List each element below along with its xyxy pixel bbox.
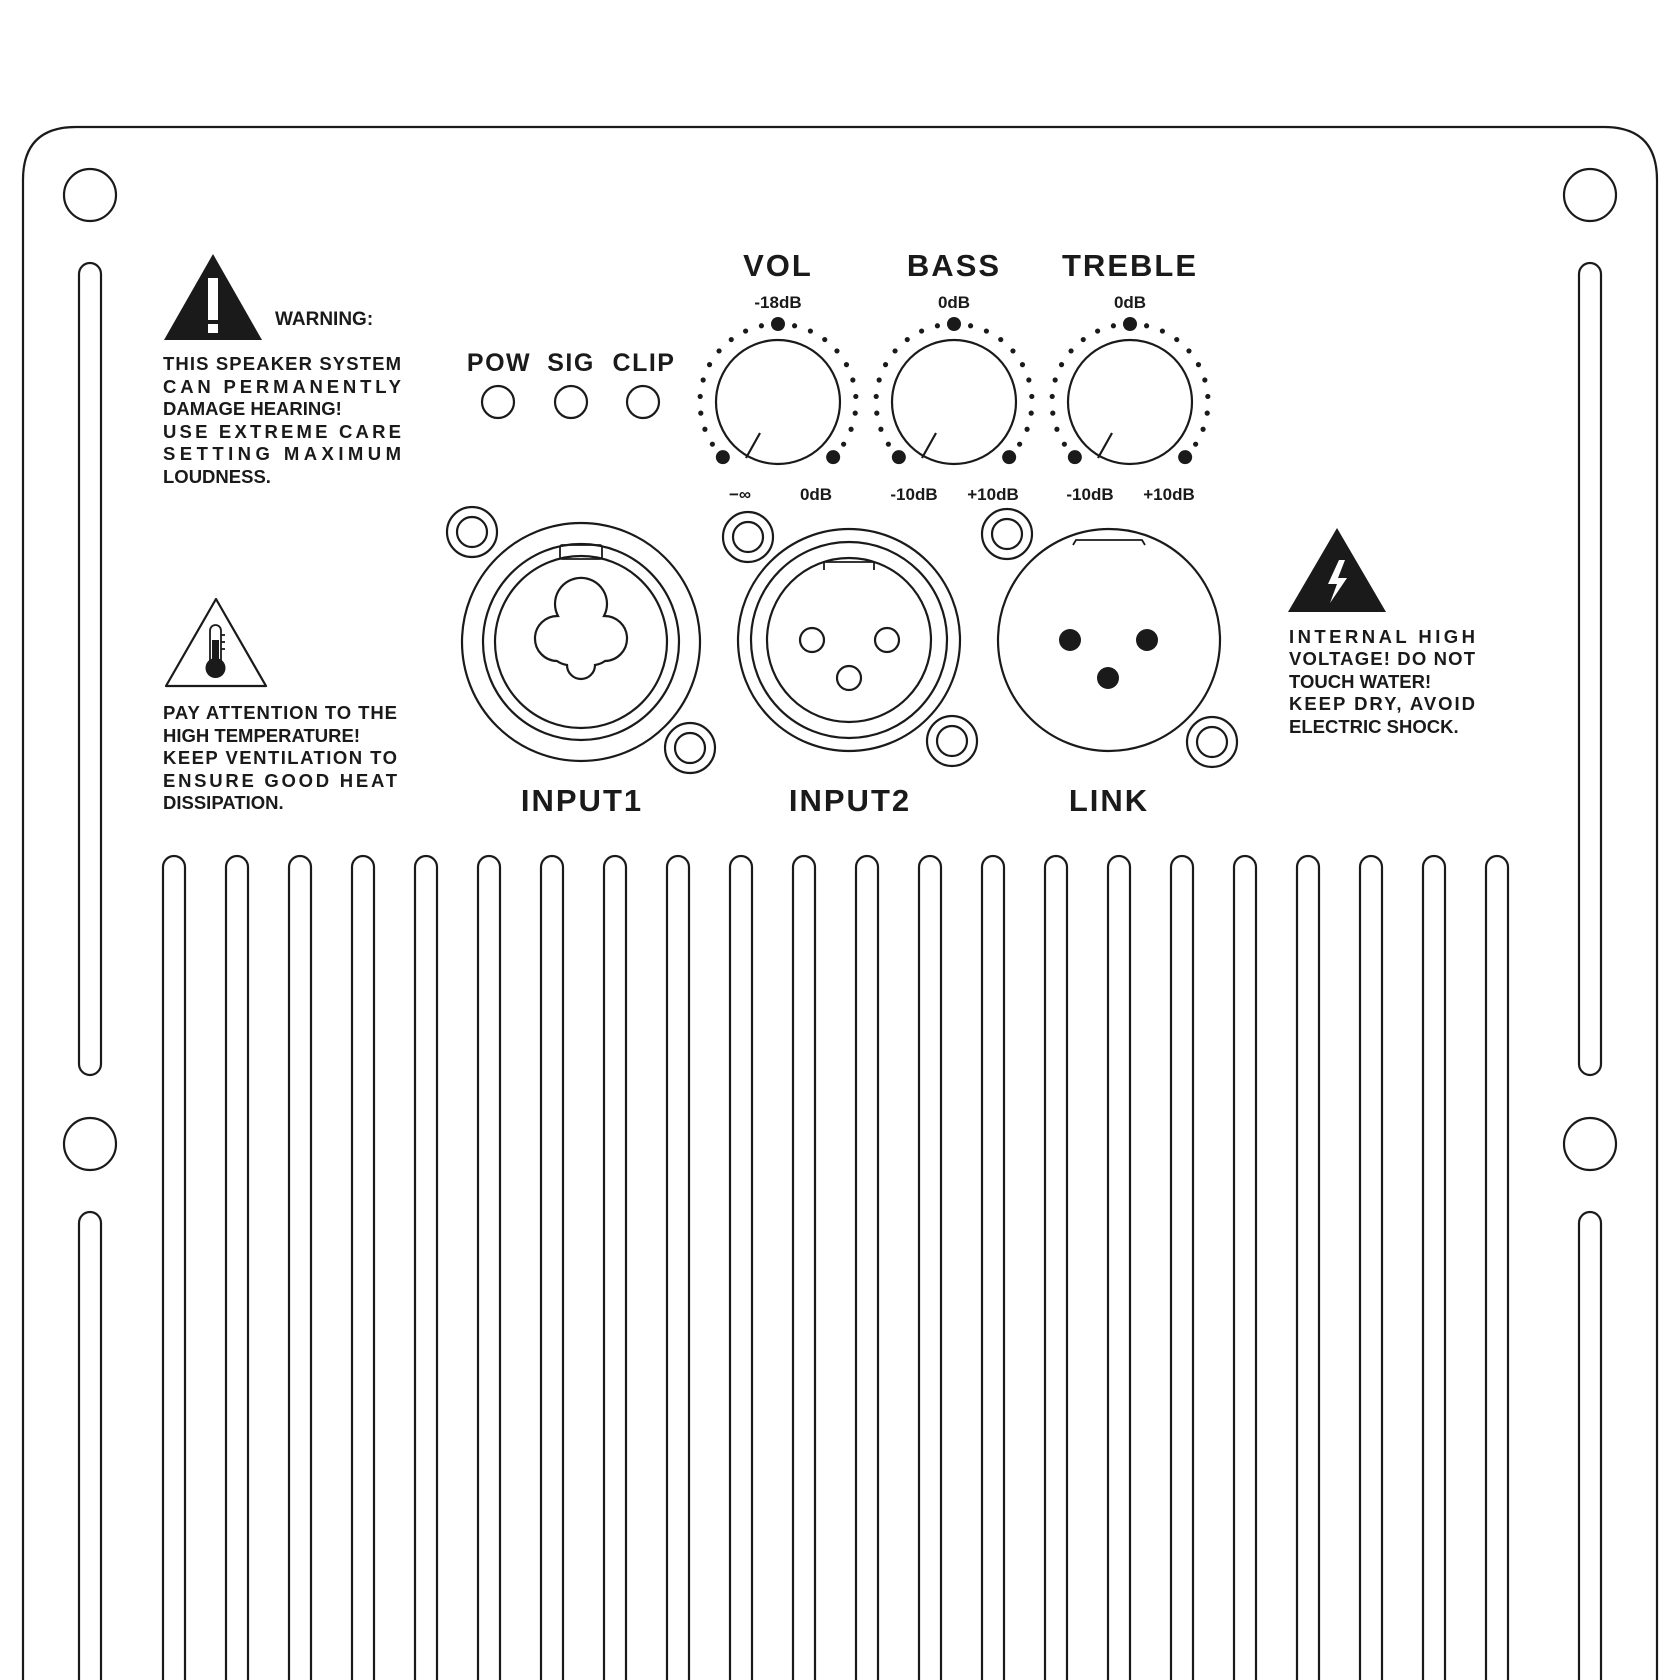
scale-marker <box>716 450 730 464</box>
knob-label: VOL <box>743 248 813 283</box>
heatsink-fin <box>856 856 878 1680</box>
screw-hole <box>733 522 763 552</box>
temperature-warning-line: DISSIPATION. <box>163 792 284 813</box>
scale-dot <box>1068 348 1073 353</box>
knob-scale-top: 0dB <box>1113 293 1147 312</box>
knob-treble[interactable] <box>1050 248 1211 504</box>
knob-body[interactable] <box>892 340 1016 464</box>
scale-dot <box>848 427 853 432</box>
led-lamp <box>482 386 514 418</box>
heatsink-fin <box>541 856 563 1680</box>
heatsink-fin <box>1171 856 1193 1680</box>
connector-ring <box>767 558 931 722</box>
scale-dot <box>1174 337 1179 342</box>
temperature-warning <box>163 599 398 813</box>
knob-scale-top: 0dB <box>937 293 971 312</box>
scale-dot <box>935 323 940 328</box>
heatsink-fin <box>1423 856 1445 1680</box>
led-lamp <box>627 386 659 418</box>
screw-hole <box>1197 727 1227 757</box>
scale-dot <box>729 337 734 342</box>
scale-marker <box>1068 450 1082 464</box>
scale-dot <box>707 362 712 367</box>
connector-latch <box>1073 540 1145 545</box>
knob-scale-left: −∞ <box>728 485 752 504</box>
scale-dot <box>968 323 973 328</box>
combo-socket[interactable] <box>535 578 627 679</box>
scale-dot <box>886 442 891 447</box>
connector-flange <box>998 529 1220 751</box>
screw-hole <box>982 509 1032 559</box>
exclamation-triangle-icon <box>164 254 262 340</box>
led-label: POW <box>466 349 532 377</box>
scale-dot <box>1160 328 1165 333</box>
knob-pointer <box>1098 433 1112 458</box>
xlr-pin-socket[interactable] <box>875 628 899 652</box>
knob-scale-right: +10dB <box>967 485 1019 504</box>
led-indicators <box>467 349 676 418</box>
scale-dot <box>850 377 855 382</box>
voltage-warning-line: INTERNAL HIGH <box>1289 626 1475 647</box>
connector-link[interactable] <box>982 509 1237 818</box>
thermometer-triangle-icon <box>166 599 266 686</box>
heatsink-fin <box>604 856 626 1680</box>
hearing-warning <box>163 254 402 487</box>
side-vent-slot <box>1579 263 1601 1075</box>
knob-body[interactable] <box>716 340 840 464</box>
scale-dot <box>1029 394 1034 399</box>
scale-marker <box>1002 450 1016 464</box>
hearing-warning-line: SETTING MAXIMUM <box>163 443 401 464</box>
heatsink-fin <box>730 856 752 1680</box>
xlr-pin[interactable] <box>1136 629 1158 651</box>
knob-pointer <box>922 433 936 458</box>
connector-label: INPUT2 <box>788 783 912 818</box>
side-vent-slot <box>79 263 101 1075</box>
scale-dot <box>792 323 797 328</box>
scale-marker <box>1123 317 1137 331</box>
scale-dot <box>1062 442 1067 447</box>
scale-dot <box>822 337 827 342</box>
voltage-warning <box>1288 528 1476 737</box>
heatsink-fin <box>478 856 500 1680</box>
screw-hole <box>457 517 487 547</box>
scale-dot <box>1024 427 1029 432</box>
scale-dot <box>1186 348 1191 353</box>
scale-dot <box>1050 411 1055 416</box>
scale-dot <box>1017 442 1022 447</box>
scale-dot <box>759 323 764 328</box>
knob-scale-left: -10dB <box>1066 485 1114 504</box>
knob-vol[interactable] <box>698 248 859 504</box>
scale-dot <box>844 362 849 367</box>
hearing-warning-line: THIS SPEAKER SYSTEM <box>163 353 401 374</box>
xlr-pin-socket[interactable] <box>800 628 824 652</box>
scale-dot <box>1081 337 1086 342</box>
voltage-warning-line: TOUCH WATER! <box>1289 671 1432 692</box>
heatsink-fin <box>415 856 437 1680</box>
hearing-warning-title: WARNING: <box>275 309 374 330</box>
temperature-warning-line: PAY ATTENTION TO THE <box>163 702 397 723</box>
scale-marker <box>947 317 961 331</box>
screw-hole <box>992 519 1022 549</box>
heatsink-fin <box>289 856 311 1680</box>
scale-dot <box>1050 394 1055 399</box>
xlr-pin[interactable] <box>1059 629 1081 651</box>
scale-marker <box>771 317 785 331</box>
scale-dot <box>874 394 879 399</box>
scale-dot <box>701 377 706 382</box>
scale-dot <box>1095 328 1100 333</box>
scale-dot <box>853 394 858 399</box>
led-lamp <box>555 386 587 418</box>
led-label: SIG <box>547 349 595 377</box>
screw-hole <box>723 512 773 562</box>
scale-dot <box>905 337 910 342</box>
led-pow <box>467 349 531 418</box>
mounting-hole <box>64 1118 116 1170</box>
heatsink-fin <box>352 856 374 1680</box>
scale-dot <box>984 328 989 333</box>
scale-dot <box>1205 394 1210 399</box>
voltage-warning-line: VOLTAGE! DO NOT <box>1289 648 1475 669</box>
knob-label: TREBLE <box>1062 248 1198 283</box>
knob-scale-top: -18dB <box>754 293 802 312</box>
scale-marker <box>1178 450 1192 464</box>
heatsink-fin <box>919 856 941 1680</box>
screw-hole <box>937 726 967 756</box>
side-vent-slot <box>79 1212 101 1680</box>
hearing-warning-line: LOUDNESS. <box>163 466 271 487</box>
connector-input2[interactable] <box>723 512 977 818</box>
scale-dot <box>1205 411 1210 416</box>
heatsink-fin <box>982 856 1004 1680</box>
scale-dot <box>877 377 882 382</box>
scale-dot <box>874 411 879 416</box>
scale-dot <box>1010 348 1015 353</box>
scale-dot <box>1111 323 1116 328</box>
scale-marker <box>826 450 840 464</box>
scale-dot <box>698 411 703 416</box>
heatsink-fin <box>163 856 185 1680</box>
side-vent-slot <box>1579 1212 1601 1680</box>
heatsink-fin <box>1234 856 1256 1680</box>
scale-dot <box>1200 427 1205 432</box>
scale-dot <box>1026 377 1031 382</box>
scale-dot <box>1202 377 1207 382</box>
scale-marker <box>892 450 906 464</box>
temperature-warning-line: HIGH TEMPERATURE! <box>163 725 360 746</box>
voltage-warning-line: ELECTRIC SHOCK. <box>1289 716 1459 737</box>
scale-dot <box>1020 362 1025 367</box>
heatsink-fin <box>1108 856 1130 1680</box>
screw-hole <box>665 723 715 773</box>
connector-ring <box>495 556 667 728</box>
scale-dot <box>698 394 703 399</box>
scale-dot <box>919 328 924 333</box>
scale-dot <box>841 442 846 447</box>
temperature-warning-line: ENSURE GOOD HEAT <box>163 770 397 791</box>
screw-hole <box>447 507 497 557</box>
scale-dot <box>743 328 748 333</box>
hearing-warning-line: USE EXTREME CARE <box>163 421 401 442</box>
screw-hole <box>927 716 977 766</box>
scale-dot <box>853 411 858 416</box>
hearing-warning-line: CAN PERMANENTLY <box>163 376 401 397</box>
connector-latch <box>824 562 874 570</box>
side-vents <box>79 263 1601 1680</box>
mounting-hole <box>1564 1118 1616 1170</box>
connector-label: LINK <box>1068 783 1150 818</box>
connector-input1[interactable] <box>447 507 715 818</box>
scale-dot <box>1193 442 1198 447</box>
knob-scale-left: -10dB <box>890 485 938 504</box>
heatsink-fin <box>1045 856 1067 1680</box>
scale-dot <box>1053 377 1058 382</box>
scale-dot <box>808 328 813 333</box>
led-clip <box>613 349 676 418</box>
scale-dot <box>1054 427 1059 432</box>
heatsink-fin <box>1297 856 1319 1680</box>
knob-scale-right: +10dB <box>1143 485 1195 504</box>
heatsink-fin <box>1486 856 1508 1680</box>
heatsink-fins <box>163 856 1508 1680</box>
led-label: CLIP <box>612 349 676 377</box>
heatsink-fin <box>1360 856 1382 1680</box>
heatsink-fin <box>667 856 689 1680</box>
knob-bass[interactable] <box>874 248 1035 504</box>
scale-dot <box>1196 362 1201 367</box>
scale-dot <box>702 427 707 432</box>
scale-dot <box>892 348 897 353</box>
scale-dot <box>1059 362 1064 367</box>
scale-dot <box>878 427 883 432</box>
knob-scale-right: 0dB <box>799 485 833 504</box>
mounting-hole <box>64 169 116 221</box>
scale-dot <box>834 348 839 353</box>
led-sig <box>547 349 595 418</box>
hearing-warning-line: DAMAGE HEARING! <box>163 398 342 419</box>
connector-label: INPUT1 <box>520 783 644 818</box>
connector-ring <box>483 544 679 740</box>
heatsink-fin <box>793 856 815 1680</box>
temperature-warning-line: KEEP VENTILATION TO <box>163 747 397 768</box>
knob-body[interactable] <box>1068 340 1192 464</box>
scale-dot <box>998 337 1003 342</box>
xlr-pin[interactable] <box>1097 667 1119 689</box>
scale-dot <box>710 442 715 447</box>
voltage-warning-line: KEEP DRY, AVOID <box>1289 693 1475 714</box>
mounting-hole <box>1564 169 1616 221</box>
lightning-triangle-icon <box>1288 528 1386 612</box>
scale-dot <box>1144 323 1149 328</box>
heatsink-fin <box>226 856 248 1680</box>
screw-hole <box>1187 717 1237 767</box>
connector-ring <box>751 542 947 738</box>
knob-label: BASS <box>906 248 1002 283</box>
scale-dot <box>716 348 721 353</box>
xlr-pin-socket[interactable] <box>837 666 861 690</box>
scale-dot <box>1029 411 1034 416</box>
knob-pointer <box>746 433 760 458</box>
screw-hole <box>675 733 705 763</box>
scale-dot <box>883 362 888 367</box>
